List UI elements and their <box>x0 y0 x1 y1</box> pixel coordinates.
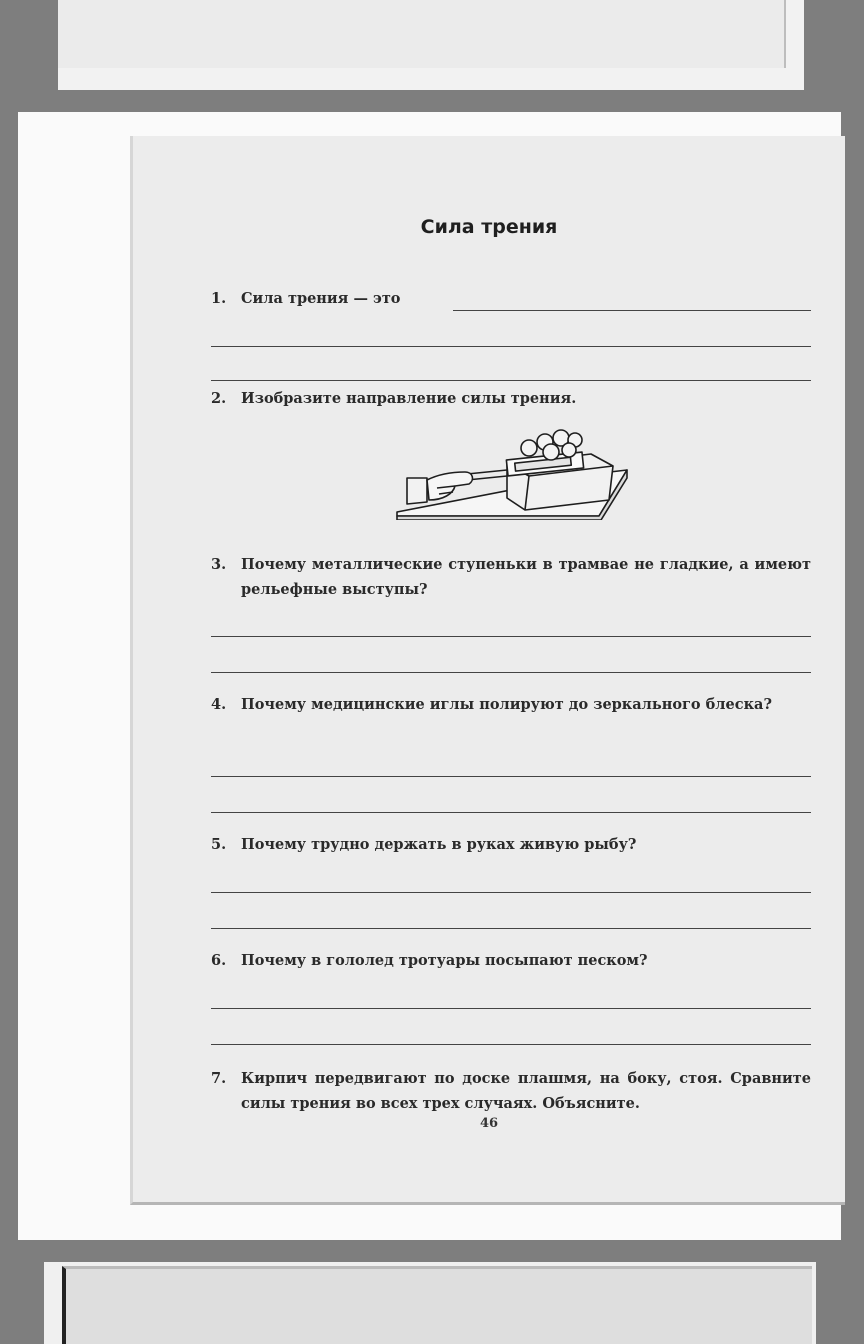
answer-line <box>211 892 811 893</box>
question-number: 4. <box>211 696 227 713</box>
question-text: Почему металлические ступеньки в трамвае не гладкие, а имеют рельефные выступы? <box>241 556 811 598</box>
question-text: Почему трудно держать в руках живую рыбу? <box>241 836 637 853</box>
question-6 <box>211 948 811 973</box>
question-4 <box>211 692 811 717</box>
worksheet-page <box>130 136 845 1205</box>
question-text: Изобразите направление силы трения. <box>241 390 577 407</box>
question-text: Сила трения — это <box>241 290 401 307</box>
question-number: 7. <box>211 1070 227 1087</box>
question-number: 1. <box>211 290 227 307</box>
answer-line <box>211 672 811 673</box>
answer-line <box>211 1044 811 1045</box>
page-scan-frame <box>18 112 841 1240</box>
page-number: 46 <box>479 1116 499 1131</box>
next-page-fragment <box>44 1262 816 1344</box>
hand-pulling-box-illustration <box>395 408 635 520</box>
question-7 <box>211 1066 811 1116</box>
question-text: Почему медицинские иглы полируют до зеркального блеска? <box>241 696 772 713</box>
answer-line <box>211 1008 811 1009</box>
answer-line <box>211 928 811 929</box>
question-5 <box>211 832 811 857</box>
answer-line <box>453 310 811 311</box>
question-number: 2. <box>211 390 227 407</box>
answer-line <box>211 346 811 347</box>
question-1 <box>211 286 811 311</box>
question-3 <box>211 552 811 602</box>
question-text: Кирпич передвигают по доске плашмя, на боку, стоя. Сравните силы трения во всех трех случаях. Объясните. <box>241 1070 811 1112</box>
question-number: 6. <box>211 952 227 969</box>
answer-line <box>211 776 811 777</box>
question-number: 3. <box>211 556 227 573</box>
answer-line <box>211 812 811 813</box>
answer-line <box>211 380 811 381</box>
previous-page-fragment <box>58 0 804 90</box>
question-number: 5. <box>211 836 227 853</box>
answer-line <box>211 636 811 637</box>
page-title: Сила трения <box>420 216 558 238</box>
question-text: Почему в гололед тротуары посыпают песком? <box>241 952 648 969</box>
